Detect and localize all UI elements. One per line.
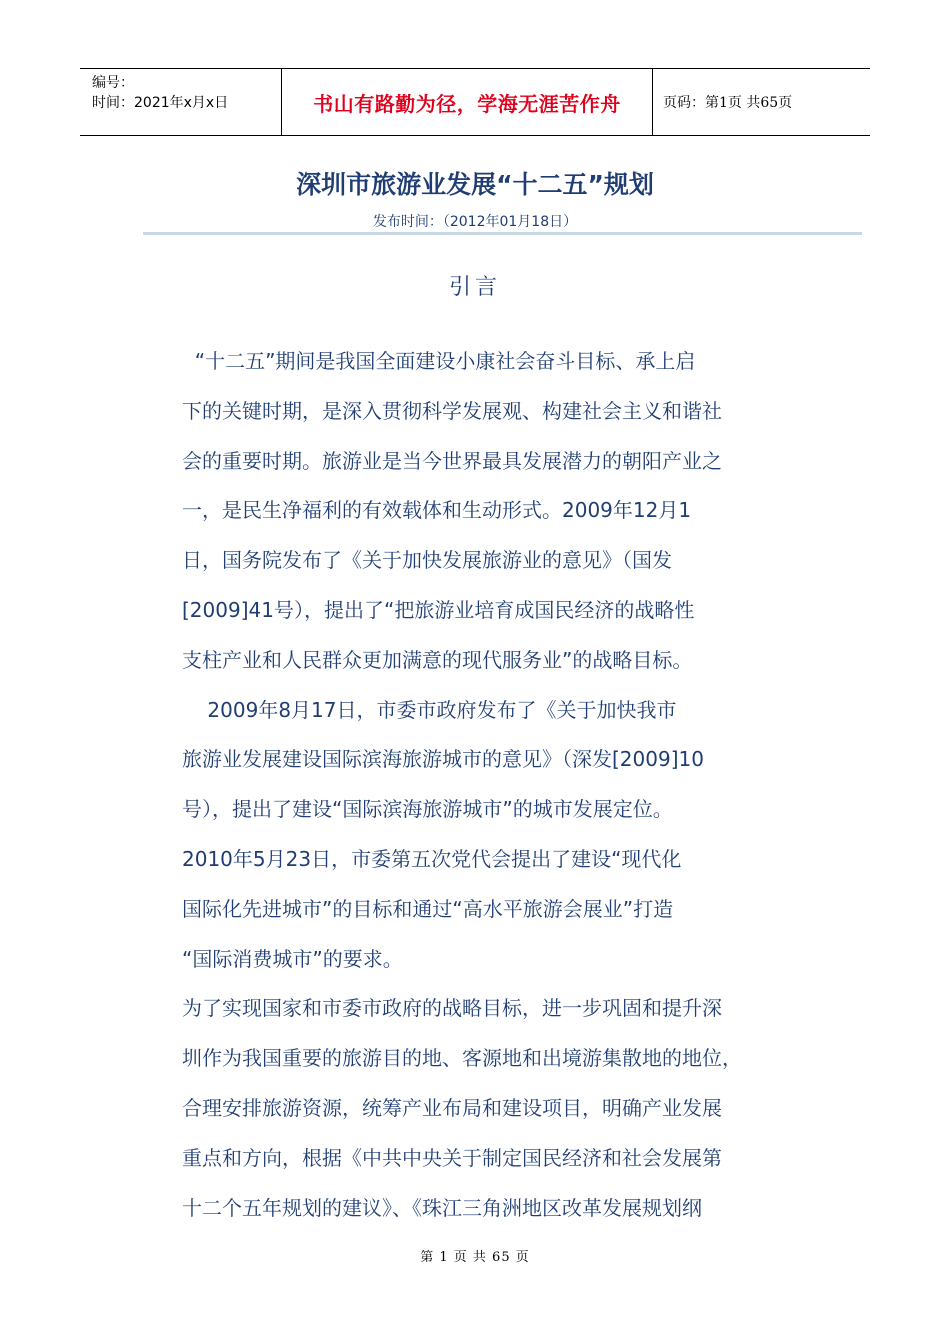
body-line: 下的关键时期，是深入贯彻科学发展观、构建社会主义和谐社: [182, 398, 722, 423]
body-line: 国际化先进城市”的目标和通过“高水平旅游会展业”打造: [182, 896, 674, 921]
number-label: 编号：: [92, 75, 134, 91]
body-line: 十二个五年规划的建议》、《珠江三角洲地区改革发展规划纲: [182, 1195, 702, 1220]
document-title: 深圳市旅游业发展“十二五”规划: [296, 170, 654, 199]
body-line: 支柱产业和人民群众更加满意的现代服务业”的战略目标。: [182, 647, 693, 672]
body-line: 日，国务院发布了《关于加快发展旅游业的意见》（国发: [182, 548, 672, 573]
time-label: 时间：2021年x月x日: [92, 95, 229, 111]
section-heading: 引言: [448, 275, 501, 300]
title-divider: [143, 232, 862, 235]
body-line: 号），提出了建设“国际滨海旅游城市”的城市发展定位。: [182, 797, 673, 822]
body-line: 为了实现国家和市委市政府的战略目标，进一步巩固和提升深: [182, 996, 722, 1021]
body-line: 重点和方向，根据《中共中央关于制定国民经济和社会发展第: [182, 1145, 722, 1170]
body-line: 旅游业发展建设国际滨海旅游城市的意见》（深发[2009]10: [182, 747, 704, 772]
body-line: [2009]41号），提出了“把旅游业培育成国民经济的战略性: [182, 597, 695, 622]
body-line: 一，是民生净福利的有效载体和生动形式。2009年12月1: [182, 498, 692, 523]
header-meta-cell: [80, 69, 281, 135]
body-line: “十二五”期间是我国全面建设小康社会奋斗目标、承上启: [182, 349, 696, 373]
body-line: 合理安排旅游资源，统筹产业布局和建设项目，明确产业发展: [182, 1095, 722, 1120]
body-line: 2009年8月17日，市委市政府发布了《关于加快我市: [182, 697, 677, 722]
page-footer: 第 1 页 共 65 页: [420, 1250, 530, 1265]
body-text: [182, 337, 782, 1233]
page-info: 页码：第1页 共65页: [663, 95, 793, 111]
document-header-table: [80, 68, 870, 136]
body-line: 2010年5月23日，市委第五次党代会提出了建设“现代化: [182, 846, 682, 871]
body-line: “国际消费城市”的要求。: [182, 946, 403, 971]
body-line: 会的重要时期。旅游业是当今世界最具发展潜力的朝阳产业之: [182, 448, 722, 473]
header-page-cell: [653, 69, 870, 135]
publish-date: 发布时间：（2012年01月18日）: [372, 214, 578, 230]
header-motto-cell: [281, 69, 653, 135]
body-line: 圳作为我国重要的旅游目的地、客源地和出境游集散地的地位，: [182, 1046, 742, 1071]
motto-text: 书山有路勤为径，学海无涯苦作舟: [313, 91, 621, 116]
